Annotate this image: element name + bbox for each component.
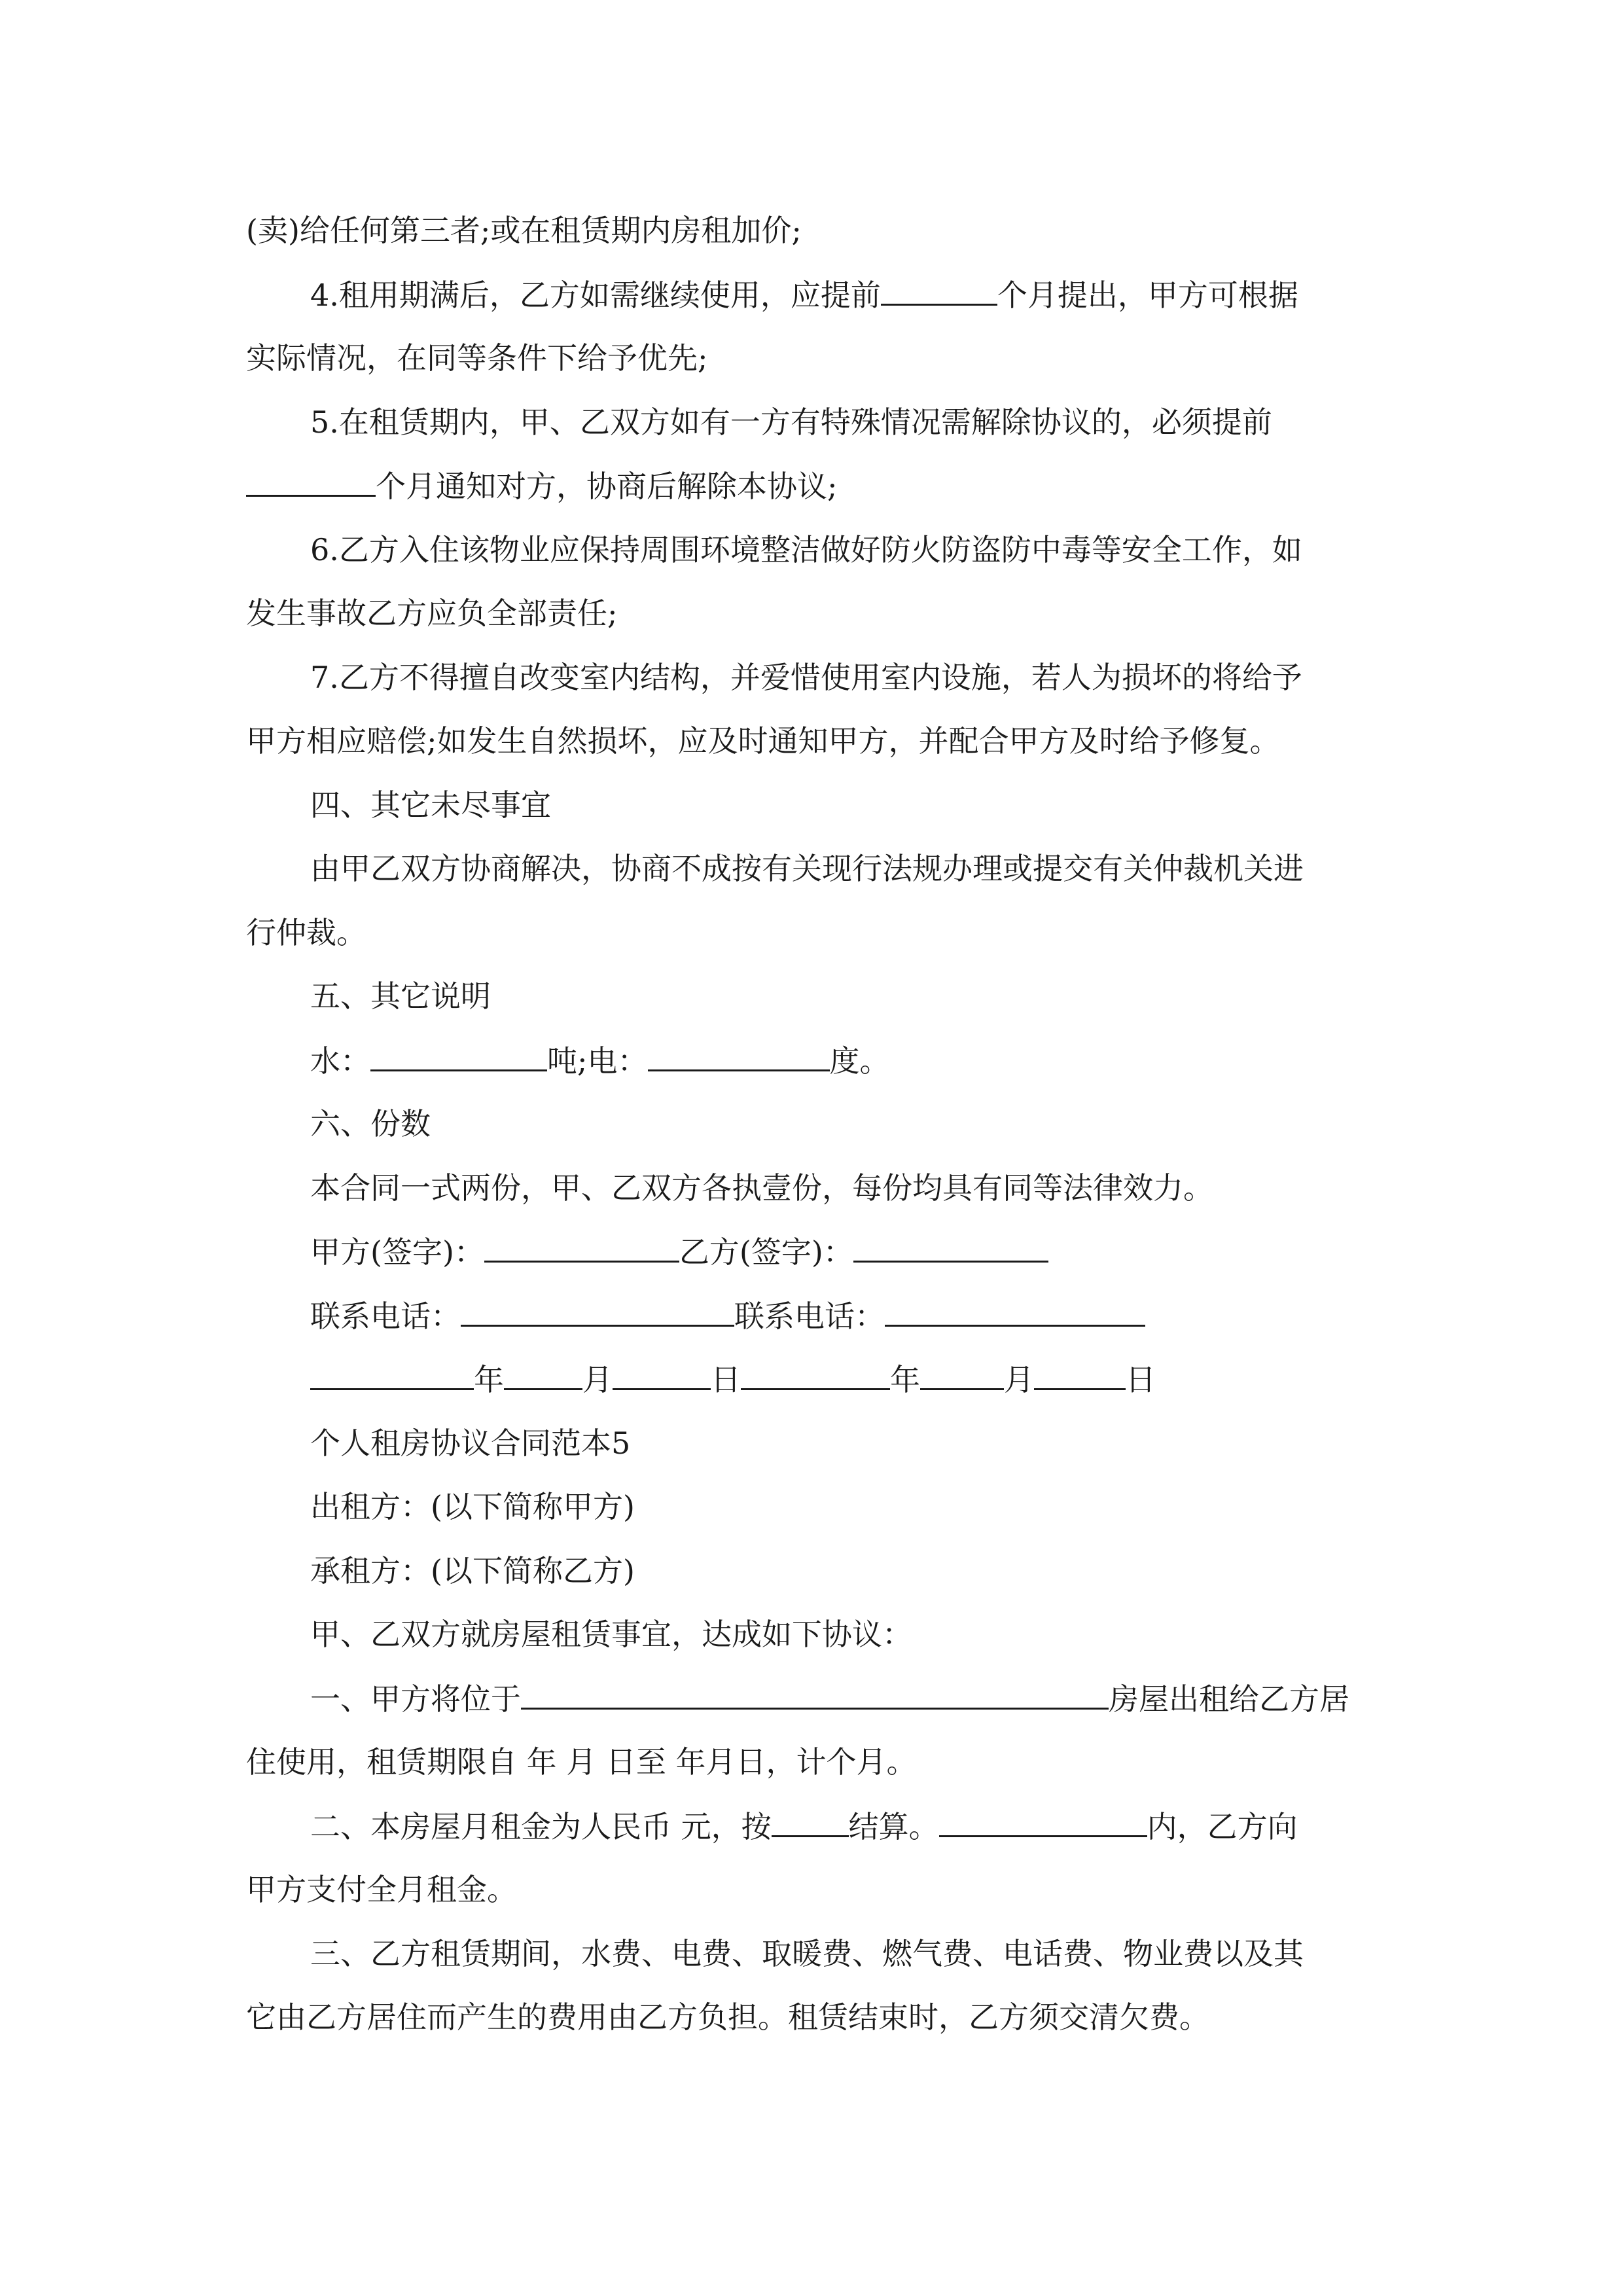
clause-text: 一、甲方将位于 [310,1681,521,1717]
month-label: 月 [1004,1362,1034,1397]
year-blank[interactable] [310,1359,474,1390]
label-text: 水： [310,1043,370,1079]
text-line [310,849,1304,888]
section-heading [310,1104,431,1143]
label-text: 联系电话： [734,1299,885,1334]
clause-text: 三、乙方租赁期间，水费、电费、取暖费、燃气费、电话费、物业费以及其 [310,1936,1304,1971]
text-line [246,211,802,250]
clause-text: (卖)给任何第三者;或在租赁期内房租加价; [246,213,802,248]
text-line [310,1168,1213,1208]
clause-text: 承租方：(以下简称乙方) [310,1553,635,1588]
heading-text: 六、份数 [310,1106,431,1141]
clause-text: 7.乙方不得擅自改变室内结构，并爱惜使用室内设施，若人为损坏的将给予 [310,660,1302,695]
clause-text: 甲、乙双方就房屋租赁事宜，达成如下协议： [310,1617,912,1652]
day-blank[interactable] [1034,1359,1126,1390]
clause-text: 由甲乙双方协商解决，协商不成按有关现行法规办理或提交有关仲裁机关进 [310,851,1304,886]
clause-text: 发生事故乙方应负全部责任; [246,596,618,631]
text-line [246,913,366,952]
year-label: 年 [474,1362,504,1397]
clause-4-line [310,275,1298,314]
clause-text: 内，乙方向 [1147,1809,1298,1844]
water-blank[interactable] [370,1041,547,1071]
text-line [310,1551,635,1590]
party-b-signature-blank[interactable] [853,1232,1048,1263]
month-label: 月 [582,1362,613,1397]
clause-text: 它由乙方居住而产生的费用由乙方负担。租赁结束时，乙方须交清欠费。 [246,2000,1209,2035]
contract-title [310,1424,630,1463]
clause-text: 本合同一式两份，甲、乙双方各执壹份，每份均具有同等法律效力。 [310,1170,1213,1206]
clause-text: 二、本房屋月租金为人民币 元，按 [310,1809,772,1844]
text-line [246,594,618,633]
phone-line [310,1296,1145,1335]
label-text: 甲方(签字)： [310,1234,484,1270]
party-a-phone-blank[interactable] [461,1296,734,1327]
clause-text: 甲方相应赔偿;如发生自然损坏，应及时通知甲方，并配合甲方及时给予修复。 [246,723,1280,759]
clause-3-line [310,1934,1304,1973]
clause-text: 出租方：(以下简称甲方) [310,1489,635,1524]
text-line [246,338,708,378]
clause-text: 实际情况，在同等条件下给予优先; [246,340,708,376]
clause-text: 行仲裁。 [246,915,366,950]
day-label: 日 [1126,1362,1156,1397]
year-blank[interactable] [741,1359,890,1390]
heading-text: 四、其它未尽事宜 [310,787,551,823]
clause-2-line [310,1806,1298,1846]
address-blank[interactable] [521,1679,1109,1710]
text-line [310,1615,912,1654]
utilities-line [310,1041,890,1080]
fill-blank[interactable] [881,275,997,306]
clause-text: 个月通知对方，协商后解除本协议; [376,469,838,504]
title-text: 个人租房协议合同范本5 [310,1426,631,1461]
clause-text: 4.租用期满后，乙方如需继续使用，应提前 [310,278,881,313]
clause-text: 房屋出租给乙方居 [1109,1681,1349,1717]
clause-text: 住使用，租赁期限自 年 月 日至 年月日，计个月。 [246,1744,917,1780]
payment-period-blank[interactable] [939,1806,1147,1837]
clause-text: 5.在租赁期内，甲、乙双方如有一方有特殊情况需解除协议的，必须提前 [310,404,1272,440]
text-line [246,1870,517,1909]
electricity-blank[interactable] [648,1041,830,1071]
label-text: 乙方(签字)： [679,1234,853,1270]
settlement-blank[interactable] [772,1806,849,1837]
date-line [310,1359,1156,1399]
section-heading [310,785,551,825]
text-line [310,1487,635,1526]
text-line [246,466,838,505]
label-text: 吨;电： [547,1043,648,1079]
party-b-phone-blank[interactable] [885,1296,1145,1327]
text-line [246,721,1280,761]
clause-5-line [310,403,1272,442]
month-blank[interactable] [920,1359,1004,1390]
clause-text: 甲方支付全月租金。 [246,1872,517,1907]
heading-text: 五、其它说明 [310,978,491,1014]
signature-line [310,1232,1048,1271]
text-line [246,1998,1209,2037]
label-text: 度。 [829,1043,890,1079]
fill-blank[interactable] [246,466,376,497]
month-blank[interactable] [504,1359,582,1390]
section-heading [310,977,491,1016]
year-label: 年 [890,1362,920,1397]
clause-7-line [310,658,1302,697]
clause-1-line [310,1679,1349,1718]
day-blank[interactable] [613,1359,711,1390]
party-a-signature-blank[interactable] [484,1232,679,1263]
text-line [246,1742,917,1782]
label-text: 联系电话： [310,1299,461,1334]
day-label: 日 [711,1362,741,1397]
clause-6-line [310,530,1302,569]
clause-text: 结算。 [848,1809,939,1844]
clause-text: 个月提出，甲方可根据 [997,278,1298,313]
clause-text: 6.乙方入住该物业应保持周围环境整洁做好防火防盗防中毒等安全工作，如 [310,532,1302,567]
